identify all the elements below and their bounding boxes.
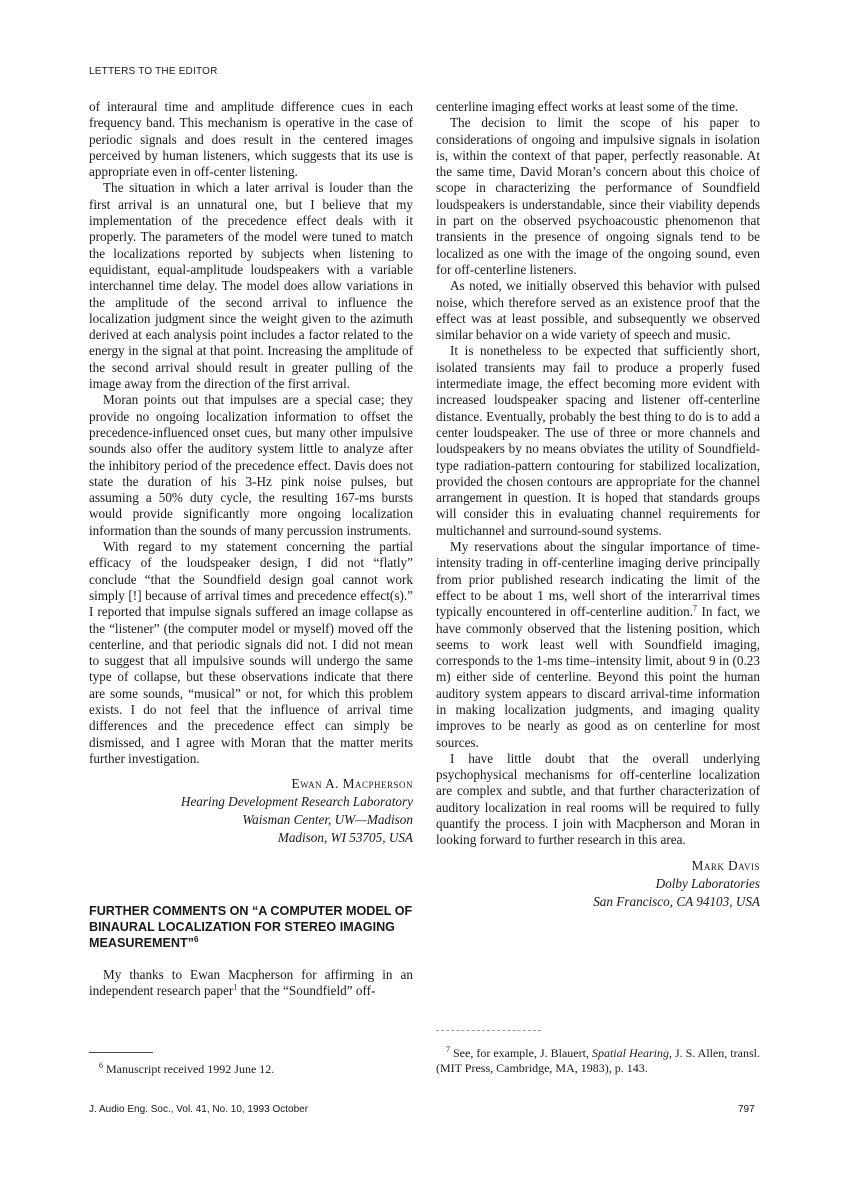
paragraph-text: that the “Soundfield” off- xyxy=(237,983,376,999)
paragraph xyxy=(436,539,760,751)
paragraph xyxy=(89,967,413,1000)
paragraph-text: My reservations about the singular importance of time-intensity trading in off-centerline imaging derive principally from prior published research indicating the limit of the effect to be about 1 ms, well short of the interarrival times typically encountered in off-centerline audition. xyxy=(436,539,760,620)
signature-block xyxy=(436,857,760,911)
footnote-ref: 7 xyxy=(693,603,697,613)
section-heading-text: FURTHER COMMENTS ON “A COMPUTER MODEL OF BINAURAL LOCALIZATION FOR STEREO IMAGING MEASUREMENT” xyxy=(89,904,413,951)
paragraph: Moran points out that impulses are a special case; they provide no ongoing localization information to offset the precedence-influenced onset cues, but many other impulsive sounds also offer the auditory system little to analyze after the inhibitory period of the precedence effect. Davis does not state the duration of his 3-Hz pink noise pulses, but assuming a 50% duty cycle, the resulting 167-ms bursts would provide significantly more ongoing localization information than the sounds of many percussion instruments. xyxy=(89,392,413,538)
section-heading xyxy=(89,903,413,951)
footnote-text: , J. S. Allen, transl. (MIT Press, Cambridge, MA, 1983), p. 143. xyxy=(436,1046,760,1075)
author-affiliation: Hearing Development Research Laboratory xyxy=(180,794,413,810)
right-column xyxy=(436,99,760,911)
footnote-ref: 1 xyxy=(233,983,238,993)
footnote-mark: 7 xyxy=(446,1045,450,1054)
footnote-text: Manuscript received 1992 June 12. xyxy=(103,1062,275,1076)
paragraph-text: In fact, we have commonly observed that the listening position, which seems to work least well with Soundfield imaging, corresponds to the 1-ms time–intensity limit, about 9 in (0.23 m) either side of centerline. Beyond this point the human auditory system appears to discard arrival-time information in making localization judgments, and imaging quality improves to be nearly as good as on centerline for most sources. xyxy=(436,604,761,750)
paragraph: centerline imaging effect works at least some of the time. xyxy=(436,99,739,114)
left-column xyxy=(89,99,413,1000)
paragraph: I have little doubt that the overall underlying psychophysical mechanisms for off-centerline localization are complex and subtle, and that further characterization of auditory localization in real rooms will be required to fully quantify the process. I join with Macpherson and Moran in looking forward to further research in this area. xyxy=(436,750,760,848)
author-affiliation: Dolby Laboratories xyxy=(655,875,760,891)
footnote-rule xyxy=(436,1030,541,1031)
paragraph: It is nonetheless to be expected that sufficiently short, isolated transients may fail to produce a properly fused intermediate image, the effect becoming more evident with increased loudspeaker spacing and listener off-centerline distance. Eventually, probably the best thing to do is to add a center loudspeaker. The use of three or more channels and loudspeakers by no means obviates the utility of Soundfield-type radiation-pattern contouring for stabilized localization, provided the chosen contours are appropriate for the channel arrangement in question. It is hoped that standards groups will consider this in evaluating channel requirements for multichannel and surround-sound systems. xyxy=(436,343,760,538)
author-affiliation: Waisman Center, UW—Madison xyxy=(242,812,413,828)
paragraph: of interaural time and amplitude difference cues in each frequency band. This mechanism is operative in the case of periodic signals and does result in the centered images perceived by human listeners, which suggests that its use is appropriate even in off-center listening. xyxy=(89,99,413,180)
paragraph-text: My thanks to Ewan Macpherson for affirming in an independent research paper xyxy=(89,967,413,999)
footnote xyxy=(99,1062,399,1077)
signature-block xyxy=(89,775,413,847)
footnote xyxy=(436,1046,760,1076)
journal-citation: J. Audio Eng. Soc., Vol. 41, No. 10, 1993 October xyxy=(89,1104,309,1115)
running-header: LETTERS TO THE EDITOR xyxy=(89,66,218,77)
author-address: Madison, WI 53705, USA xyxy=(277,830,413,846)
footnote-mark: 6 xyxy=(99,1061,103,1070)
paragraph: As noted, we initially observed this behavior with pulsed noise, which therefore served as an existence proof that the effect was at least possible, and subsequently we observed similar behavior on a wide variety of speech and music. xyxy=(436,278,760,343)
book-title: Spatial Hearing xyxy=(591,1046,669,1060)
author-address: San Francisco, CA 94103, USA xyxy=(593,893,760,909)
page-number: 797 xyxy=(738,1104,755,1115)
footnote-rule xyxy=(89,1052,153,1053)
paragraph: With regard to my statement concerning the partial efficacy of the loudspeaker design, I did not “flatly” conclude “that the Soundfield design goal cannot work simply [!] because of arrival times and precedence effect(s).” I reported that impulse signals suffered an image collapse as the “listener” (the computer model or myself) moved off the centerline, and that periodic signals did not. I did not mean to suggest that all impulsive sounds will undergo the same type of collapse, but these observations indicate that there are some sounds, “musical” or not, for which this problem exists. I do not feel that the influence of arrival time differences and the precedence effect can simply be dismissed, and I agree with Moran that the matter merits further investigation. xyxy=(89,539,413,766)
author-name: Ewan A. Macpherson xyxy=(291,776,413,792)
paragraph: The situation in which a later arrival is louder than the first arrival is an unnatural one, but I believe that my implementation of the precedence effect deals with it properly. The parameters of the model were tuned to match the localizations reported by subjects when listening to equidistant, equal-amplitude loudspeakers with a variable interchannel time delay. The model does allow variations in the amplitude of the second arrival to influence the localization judgment since the weight given to the azimuth derived at each analysis point includes a factor related to the energy in the signal at that point. Increasing the amplitude of the second arrival should result in greater pulling of the image away from the direction of the first arrival. xyxy=(89,180,413,392)
footnote-text: See, for example, J. Blauert, xyxy=(450,1046,592,1060)
footnote-ref: 6 xyxy=(193,934,199,944)
author-name: Mark Davis xyxy=(691,857,760,873)
paragraph: The decision to limit the scope of his paper to considerations of ongoing and impulsive signals in isolation is, within the context of that paper, perfectly reasonable. At the same time, David Moran’s concern about this choice of scope in characterizing the performance of Soundfield loudspeakers is understandable, since their viability depends in part on the observed psychoacoustic phenomenon that transients in the presence of ongoing signals tend to be localized as one with the image of the ongoing sound, even for off-centerline listeners. xyxy=(436,115,760,277)
